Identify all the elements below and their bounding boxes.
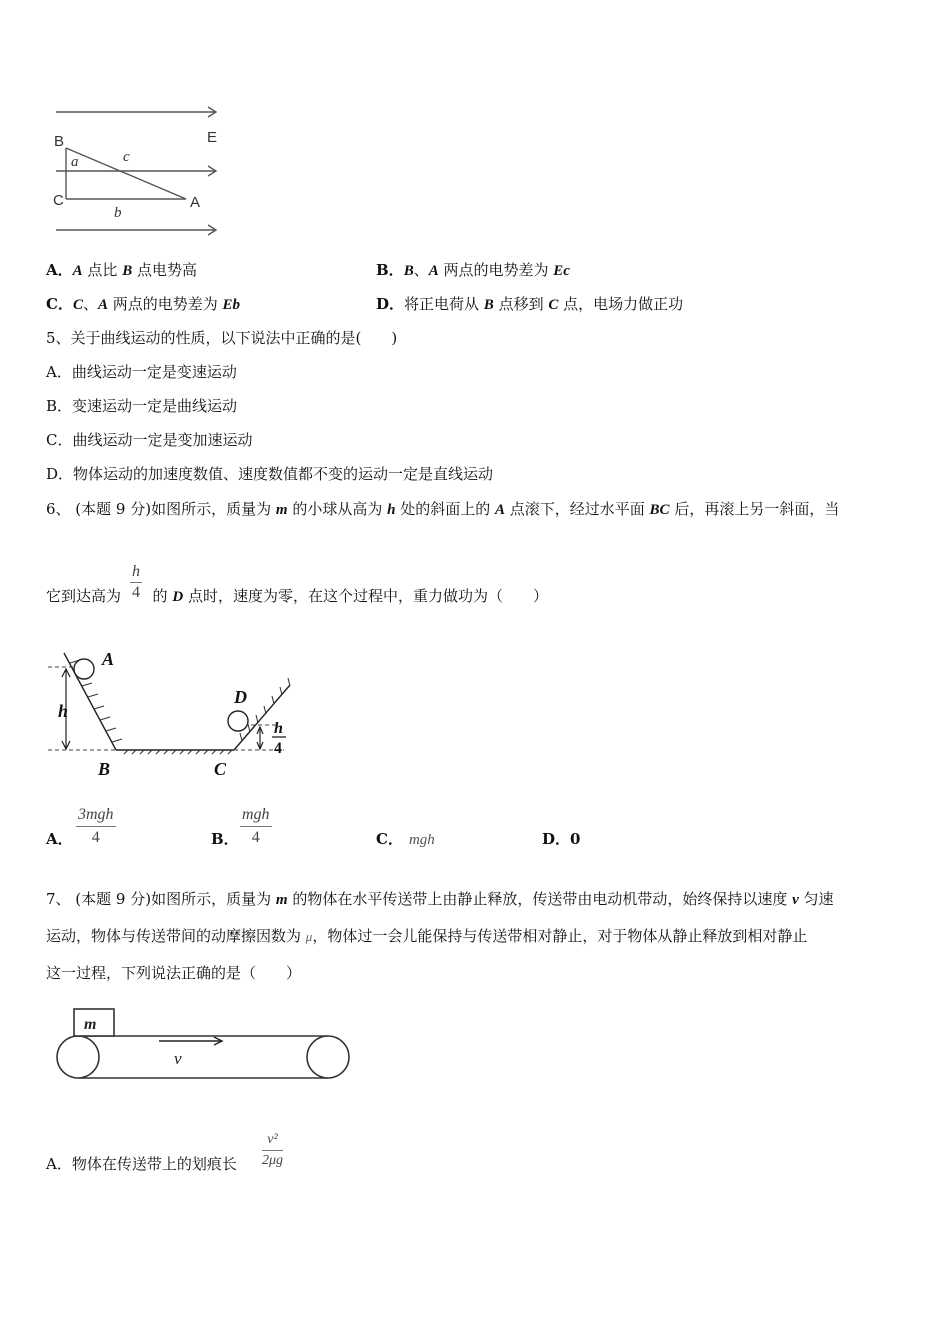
fig-label-h4-den: 4 (274, 740, 282, 757)
q7-option-a-fraction: $\frac{\text{v²}}{2\mu g}$ (262, 1132, 284, 1168)
label-B: B (54, 133, 65, 150)
fig-label-h: h (58, 701, 69, 721)
fig-label-D: D (234, 687, 247, 707)
label-C: C (53, 192, 64, 209)
fig-label-B: B (98, 759, 111, 779)
label-c: c (123, 149, 130, 165)
q6-stem-line2: 它到达高为 的 D 点时，速度为零，在这个过程中，重力做功为（ ） (46, 587, 548, 605)
q7-stem-line2: 运动，物体与传送带间的动摩擦因数为 μ，物体过一会儿能保持与传送带相对静止，对于物体从静止释放到相对静止 (46, 927, 808, 945)
belt-label-v: v (174, 1049, 182, 1068)
electric-field-figure (48, 100, 228, 240)
q6-option-d[interactable]: D．0 (542, 830, 581, 848)
q6-fraction-h-over-4: $\frac{h}{4}$ (132, 563, 140, 601)
q4-option-d[interactable]: D．将正电荷从 B 点移到 C 点，电场力做正功 (376, 295, 684, 313)
q6-option-b[interactable]: B． (211, 830, 239, 848)
label-b: b (114, 205, 122, 221)
q5-option-d[interactable]: D．物体运动的加速度数值、速度数值都不变的运动一定是直线运动 (46, 465, 494, 483)
q5-stem: 5、关于曲线运动的性质，以下说法中正确的是( ) (46, 329, 398, 347)
q6-option-a[interactable]: A． (46, 830, 73, 848)
q7-stem-line1: 7、 (本题 9 分)如图所示，质量为 m 的物体在水平传送带上由静止释放，传送带由电动机带动，始终保持以速度 v 匀速 (46, 890, 834, 908)
q6-option-b-fraction: mgh 4 (242, 806, 270, 846)
q7-option-a[interactable]: A．物体在传送带上的划痕长 (46, 1155, 237, 1173)
q6-option-c[interactable]: C． mgh (376, 830, 435, 848)
label-a: a (71, 154, 79, 170)
q6-option-a-fraction: 3mgh 4 (78, 806, 114, 846)
block-label-m: m (84, 1016, 97, 1033)
q7-stem-line3: 这一过程，下列说法正确的是（ ） (46, 964, 302, 982)
fig-label-A: A (102, 649, 115, 669)
fig-label-h4-num: h (274, 720, 283, 737)
q5-option-a[interactable]: A．曲线运动一定是变速运动 (46, 363, 237, 381)
q5-option-c[interactable]: C．曲线运动一定是变加速运动 (46, 431, 253, 449)
q4-option-a[interactable]: A．A 点比 B 点电势高 (46, 261, 197, 279)
conveyor-belt-figure (54, 1006, 354, 1086)
q4-option-b[interactable]: B．B、A 两点的电势差为 Ec (376, 261, 570, 279)
incline-figure (44, 645, 304, 785)
q5-option-b[interactable]: B．变速运动一定是曲线运动 (46, 397, 238, 415)
fig-label-C: C (214, 759, 227, 779)
q4-option-c[interactable]: C．C、A 两点的电势差为 Eb (46, 295, 241, 313)
label-E: E (207, 129, 218, 146)
label-A: A (190, 194, 201, 211)
q6-stem-line1: 6、 (本题 9 分)如图所示，质量为 m 的小球从高为 h 处的斜面上的 A 点滚下，经过水平面 BC 后，再滚上另一斜面，当 (46, 500, 840, 518)
